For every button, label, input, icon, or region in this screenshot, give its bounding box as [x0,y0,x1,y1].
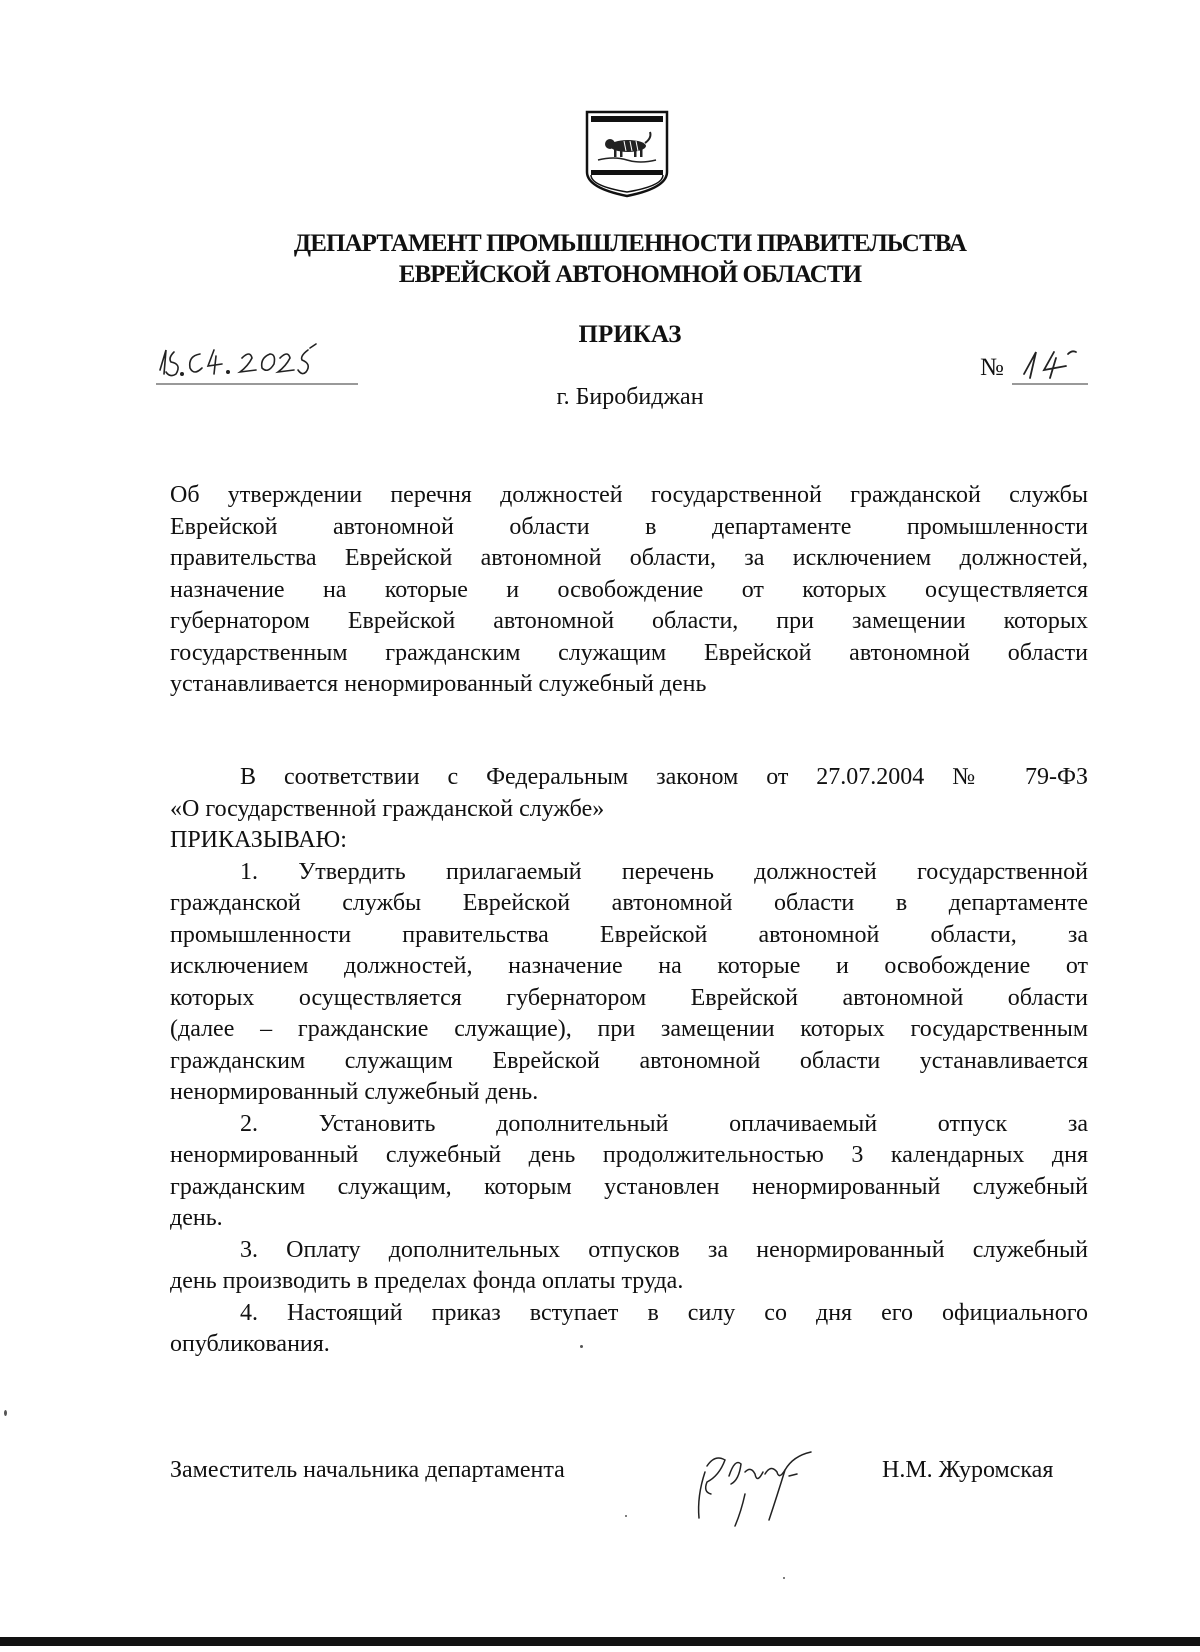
page-bottom-edge [0,1637,1200,1646]
handwritten-number [1010,344,1090,389]
document-city: г. Биробиджан [556,384,704,410]
signatory-position: Заместитель начальника департамента [170,1457,565,1483]
title-line: назначение на которые и освобождение от которых осуществляется [170,576,1088,603]
item-line: гражданским служащим, которым установлен ненормированный служебный [170,1173,1088,1200]
title-line: Об утверждении перечня должностей государственной гражданской службы [170,482,1088,508]
organization-name-line-2: ЕВРЕЙСКОЙ АВТОНОМНОЙ ОБЛАСТИ [398,261,862,288]
title-line: устанавливается ненормированный служебный день [170,671,707,697]
item-line: 2. Установить дополнительный оплачиваемый отпуск за [240,1110,1088,1137]
item-line: ненормированный служебный день продолжительностью 3 календарных дня [170,1142,1088,1168]
title-line: правительства Еврейской автономной области, за исключением должностей, [170,545,1088,571]
title-line: губернатором Еврейской автономной области, при замещении которых [170,608,1088,634]
item-line: 3. Оплату дополнительных отпусков за ненормированный служебный [240,1236,1088,1263]
number-label: № [980,354,1004,381]
document-number [980,352,1090,392]
item-line: (далее – гражданские служащие), при замещении которых государственным [170,1016,1088,1042]
item-line: 1. Утвердить прилагаемый перечень должностей государственной [240,858,1088,885]
scan-speck [4,1410,7,1416]
signatory-name: Н.М. Журомская [882,1457,1054,1483]
handwritten-date [152,340,362,390]
item-line: 4. Настоящий приказ вступает в силу со дня его официального [240,1299,1088,1326]
preamble-line: «О государственной гражданской службе» [170,795,605,822]
organization-name-line-1: ДЕПАРТАМЕНТ ПРОМЫШЛЕННОСТИ ПРАВИТЕЛЬСТВА [293,230,967,257]
preamble-line: В соответствии с Федеральным законом от 27.07.2004 № 79-ФЗ [240,764,1088,790]
item-line: гражданской службы Еврейской автономной области в департаменте [170,890,1088,916]
item-line: которых осуществляется губернатором Еврейской автономной области [170,984,1088,1011]
item-line: опубликования. [170,1331,330,1357]
item-line: ненормированный служебный день. [170,1079,539,1105]
document-type-heading: ПРИКАЗ [578,321,682,348]
coat-of-arms-emblem [584,110,670,198]
item-line: день. [170,1205,223,1231]
item-line: исключением должностей, назначение на которые и освобождение от [170,953,1088,979]
order-word: ПРИКАЗЫВАЮ: [170,827,347,853]
item-line: гражданским служащим Еврейской автономной области устанавливается [170,1047,1088,1074]
title-line: государственным гражданским служащим Еврейской автономной области [170,639,1088,666]
item-line: промышленности правительства Еврейской автономной области, за [170,921,1088,948]
scan-speck [625,1515,627,1517]
item-line: день производить в пределах фонда оплаты труда. [170,1268,684,1294]
title-line: Еврейской автономной области в департаменте промышленности [170,513,1088,540]
scan-speck [580,1345,583,1348]
scan-speck [783,1577,785,1579]
handwritten-signature [685,1436,855,1536]
